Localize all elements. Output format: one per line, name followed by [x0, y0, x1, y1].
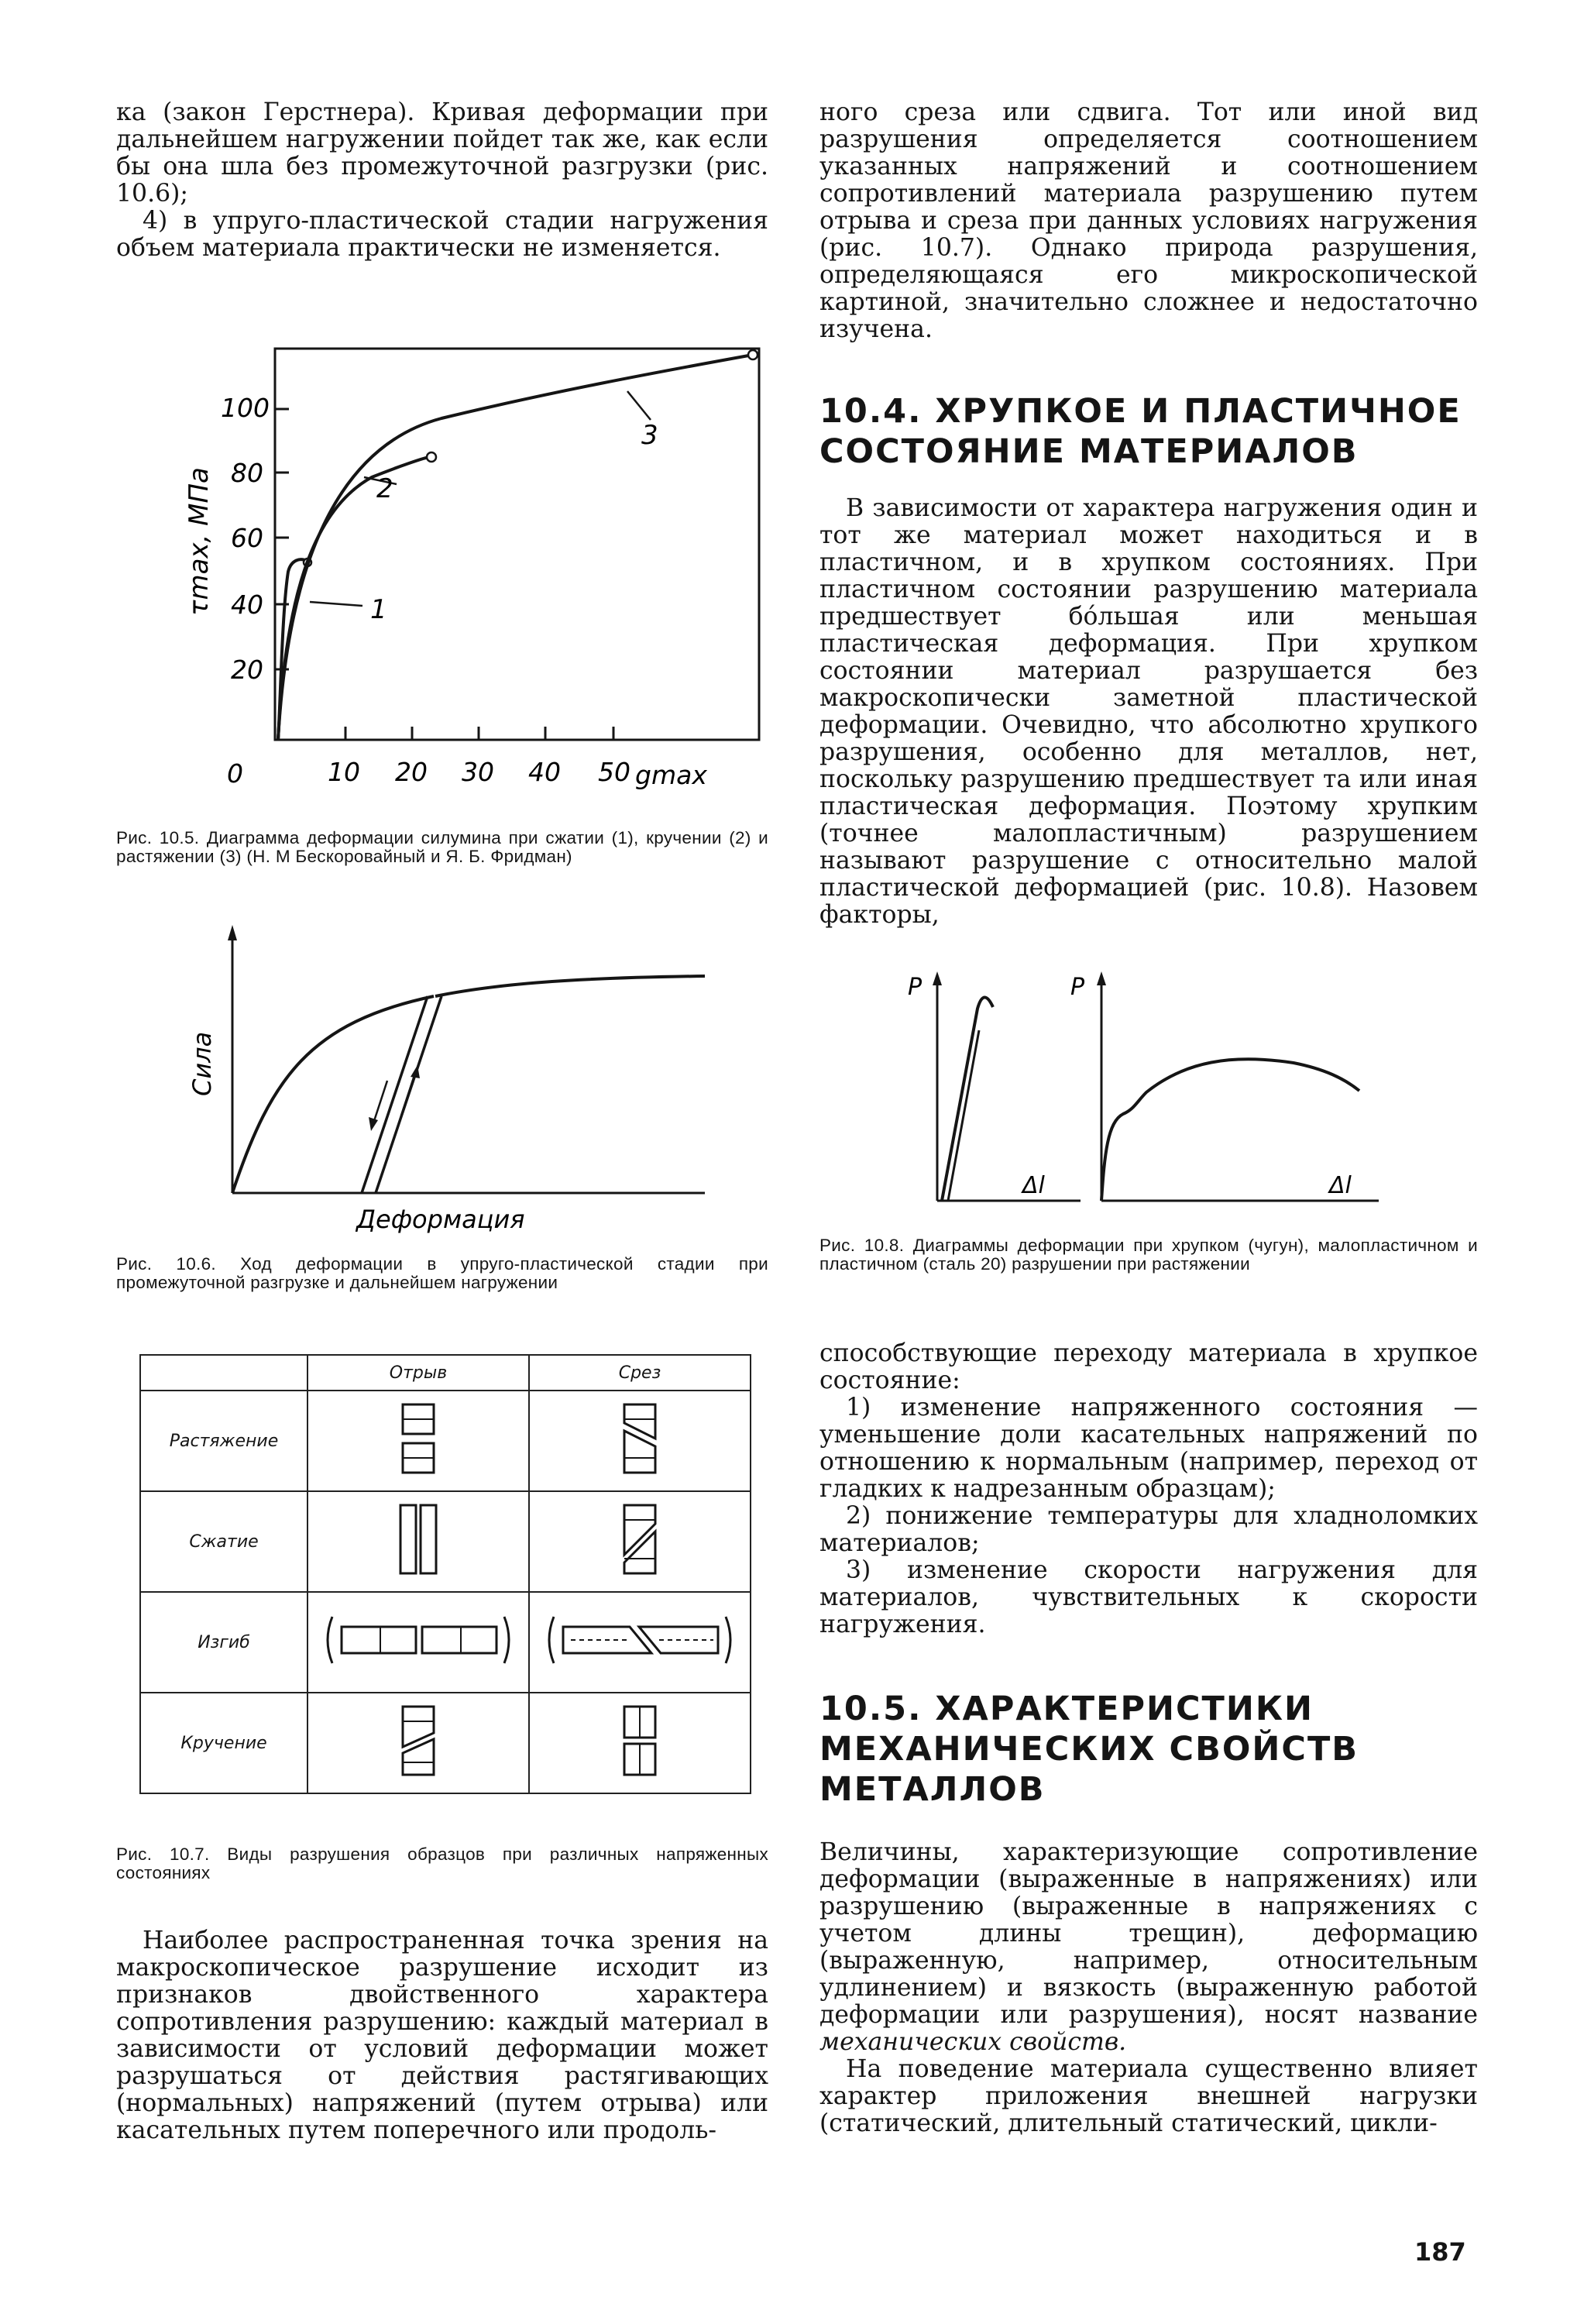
fig6-caption: Рис. 10.6. Ход деформации в упруго-пластической стадии при промежуточной разгрузке и дальнейшем нагружении [116, 1254, 768, 1292]
factor-item-1: 1) изменение напряженного состояния — уменьшение доли касательных напряжений по отношению к нормальным (например, переход от гладких к надрезанным образцам); [819, 1394, 1478, 1503]
fig7-cell-bending-tear [307, 1592, 529, 1693]
fig8-left-p-label: P [908, 974, 922, 1001]
fig5-curve-2-end [427, 452, 436, 462]
fig5-caption: Рис. 10.5. Диаграмма деформации силумина при сжатии (1), кручении (2) и растяжении (3) (Н. М Бескоровайный и Я. Б. Фридман) [116, 828, 768, 866]
fig6-continued-curve [435, 976, 705, 996]
fig5-curve-3-end [748, 350, 758, 359]
fig5-x-axis-label: gmax [635, 760, 707, 790]
section-10-5-paragraph-a-text: Величины, характеризующие сопротивление деформации (выраженные в напряжениях) или разрушению (выраженные в напряжениях с учетом длины трещин), деформацию (выраженную, например, относительным удлинением) и вязкость (выраженную работой деформации или разрушения), носят название [819, 1838, 1478, 2029]
fig5-label-2: 2 [376, 473, 393, 504]
heading-10-5: 10.5. ХАРАКТЕРИСТИКИ МЕХАНИЧЕСКИХ СВОЙСТВ МЕТАЛЛОВ [819, 1690, 1359, 1809]
left-bottom-block [116, 1927, 768, 2144]
fig6-unload-line [362, 996, 428, 1193]
left-top-paragraph: ка (закон Герстнера). Кривая деформации при дальнейшем нагружении пойдет так же, как если бы она шла без промежуточной разгрузки (рис. 10.6); [116, 98, 768, 208]
fig8-plot [891, 961, 1402, 1216]
fig7-header-tear: Отрыв [307, 1355, 529, 1391]
figure-10-7 [139, 1354, 751, 1794]
section-10-5-paragraph-a [819, 1839, 1478, 2056]
fig5-xlabel-20: 20 [395, 757, 428, 787]
section-10-4-paragraph: В зависимости от характера нагружения один и тот же материал может находиться и в пластичном, и в хрупком состояниях. При пластичном состоянии разрушению материала предшествует бóльшая или меньшая пластическая деформация. При хрупком состоянии материал разрушается без макроскопически заметной пластической деформации. Очевидно, что абсолютно хрупкого разрушения, особенно для металлов, нет, поскольку разрушению предшествует та или иная пластическая деформация. Поэтому хрупким (точнее малопластичным) разрушением называют разрушение с относительно малой пластической деформацией (рис. 10.8). Назовем факторы, [819, 494, 1478, 929]
fig8-right-x-label: Δl [1329, 1172, 1352, 1199]
fig7-cell-compression-tear [307, 1491, 529, 1592]
fig5-xlabel-40: 40 [528, 757, 561, 787]
fig7-cell-bending-shear [529, 1592, 751, 1693]
fig6-arrow-up [401, 1073, 415, 1116]
fig7-tension-tear-specimen [395, 1400, 441, 1477]
fig8-plastic-curve [1101, 1059, 1359, 1201]
fig5-ylabel-80: 80 [231, 458, 263, 488]
fig7-cell-compression-shear [529, 1491, 751, 1592]
section-10-5-paragraph-b: На поведение материала существенно влияет характер приложения внешней нагрузки (статический, длительный статический, цикли- [819, 2055, 1478, 2137]
fig7-row-compression: Сжатие [140, 1491, 307, 1592]
fig6-y-arrow [228, 925, 237, 940]
fig5-plot [116, 333, 768, 829]
fig8-caption: Рис. 10.8. Диаграммы деформации при хрупком (чугун), малопластичном и пластичном (сталь 20) разрушении при растяжении [819, 1236, 1478, 1274]
fig5-curve-2 [278, 457, 430, 740]
fig7-tension-shear-specimen [617, 1400, 663, 1477]
fig7-torsion-tear-specimen [395, 1702, 441, 1779]
fig5-ylabel-60: 60 [231, 523, 263, 553]
fig7-compression-shear-specimen [617, 1501, 663, 1578]
fig5-xlabel-30: 30 [462, 757, 494, 787]
fig5-xlabel-10: 10 [328, 757, 360, 787]
section-10-4 [819, 391, 1478, 929]
fig6-arrow-down [373, 1081, 387, 1123]
figure-10-6 [155, 922, 759, 1247]
right-factors-block [819, 1340, 1478, 1638]
fig6-load-curve [232, 996, 434, 1193]
fig5-ylabel-40: 40 [231, 590, 263, 620]
fig7-cell-torsion-shear [529, 1693, 751, 1793]
fig7-compression-tear-specimen [391, 1501, 445, 1578]
fig5-ylabel-20: 20 [231, 655, 263, 685]
fig7-header-shear: Срез [529, 1355, 751, 1391]
fig5-label-3: 3 [641, 420, 658, 451]
fig8-brittle-curve-inner [948, 1030, 979, 1201]
fig7-caption-block [116, 1845, 768, 1882]
fig7-table [139, 1354, 751, 1794]
fig7-row-torsion: Кручение [140, 1693, 307, 1793]
fig5-y-axis-label: τmax, МПа [184, 467, 215, 616]
fig5-origin: 0 [227, 758, 243, 789]
figure-10-8 [891, 961, 1402, 1216]
fig7-torsion-shear-specimen [617, 1702, 663, 1779]
fig7-bending-shear-specimen [543, 1605, 737, 1675]
factor-item-2: 2) понижение температуры для хладноломких материалов; [819, 1502, 1478, 1557]
heading-10-4: 10.4. ХРУПКОЕ И ПЛАСТИЧНОЕ СОСТОЯНИЕ МАТЕРИАЛОВ [819, 392, 1462, 471]
fig5-curve-3 [278, 355, 753, 740]
fig6-y-label: Сила [187, 1031, 217, 1096]
fig7-caption: Рис. 10.7. Виды разрушения образцов при различных напряженных состояниях [116, 1844, 768, 1882]
fig7-corner [140, 1355, 307, 1391]
right-column-top [819, 99, 1478, 343]
fig7-cell-torsion-tear [307, 1693, 529, 1793]
fig5-label-1: 1 [370, 594, 387, 625]
left-item-4: 4) в упруго-пластической стадии нагружения объем материала практически не изменяется. [116, 207, 768, 262]
fig7-cell-tension-tear [307, 1391, 529, 1491]
fig6-caption-block [116, 1255, 768, 1292]
left-column [116, 99, 768, 262]
fig5-ylabel-100: 100 [221, 393, 270, 423]
fig7-row-bending: Изгиб [140, 1592, 307, 1693]
section-10-5 [819, 1689, 1478, 2137]
page-number: 187 [1414, 2237, 1466, 2267]
factors-intro: способствующие переходу материала в хрупкое состояние: [819, 1339, 1478, 1394]
factor-item-3: 3) изменение скорости нагружения для материалов, чувствительных к скорости нагружения. [819, 1556, 1478, 1638]
fig7-bending-tear-specimen [321, 1605, 515, 1675]
figure-10-5 [116, 333, 768, 829]
fig5-xlabel-50: 50 [598, 757, 630, 787]
right-top-paragraph: ного среза или сдвига. Тот или иной вид разрушения определяется соотношением указанных напряжений и соотношением сопротивлений материала разрушению путем отрыва и среза при данных условиях нагружения (рис. 10.7). Однако природа разрушения, определяющаяся его микроскопической картиной, значительно сложнее и недостаточно изучена. [819, 98, 1478, 343]
fig6-x-label: Деформация [356, 1205, 525, 1234]
fig7-cell-tension-shear [529, 1391, 751, 1491]
fig7-row-tension: Растяжение [140, 1391, 307, 1491]
fig8-left-x-label: Δl [1022, 1172, 1045, 1199]
fig5-caption-block [116, 829, 768, 866]
fig6-plot [155, 922, 759, 1247]
fig8-right-p-label: P [1070, 974, 1085, 1001]
fig8-caption-block [819, 1236, 1478, 1274]
term-mechanical-properties: механических свойств. [819, 2028, 1127, 2056]
fig5-frame [275, 349, 759, 740]
left-bottom-paragraph: Наиболее распространенная точка зрения на макроскопическое разрушение исходит из признаков двойственного характера сопротивления разрушению: каждый материал в зависимости от условий деформации может разрушаться от действия растягивающих (нормальных) напряжений (путем отрыва) или касательных путем поперечного или продоль- [116, 1927, 768, 2144]
